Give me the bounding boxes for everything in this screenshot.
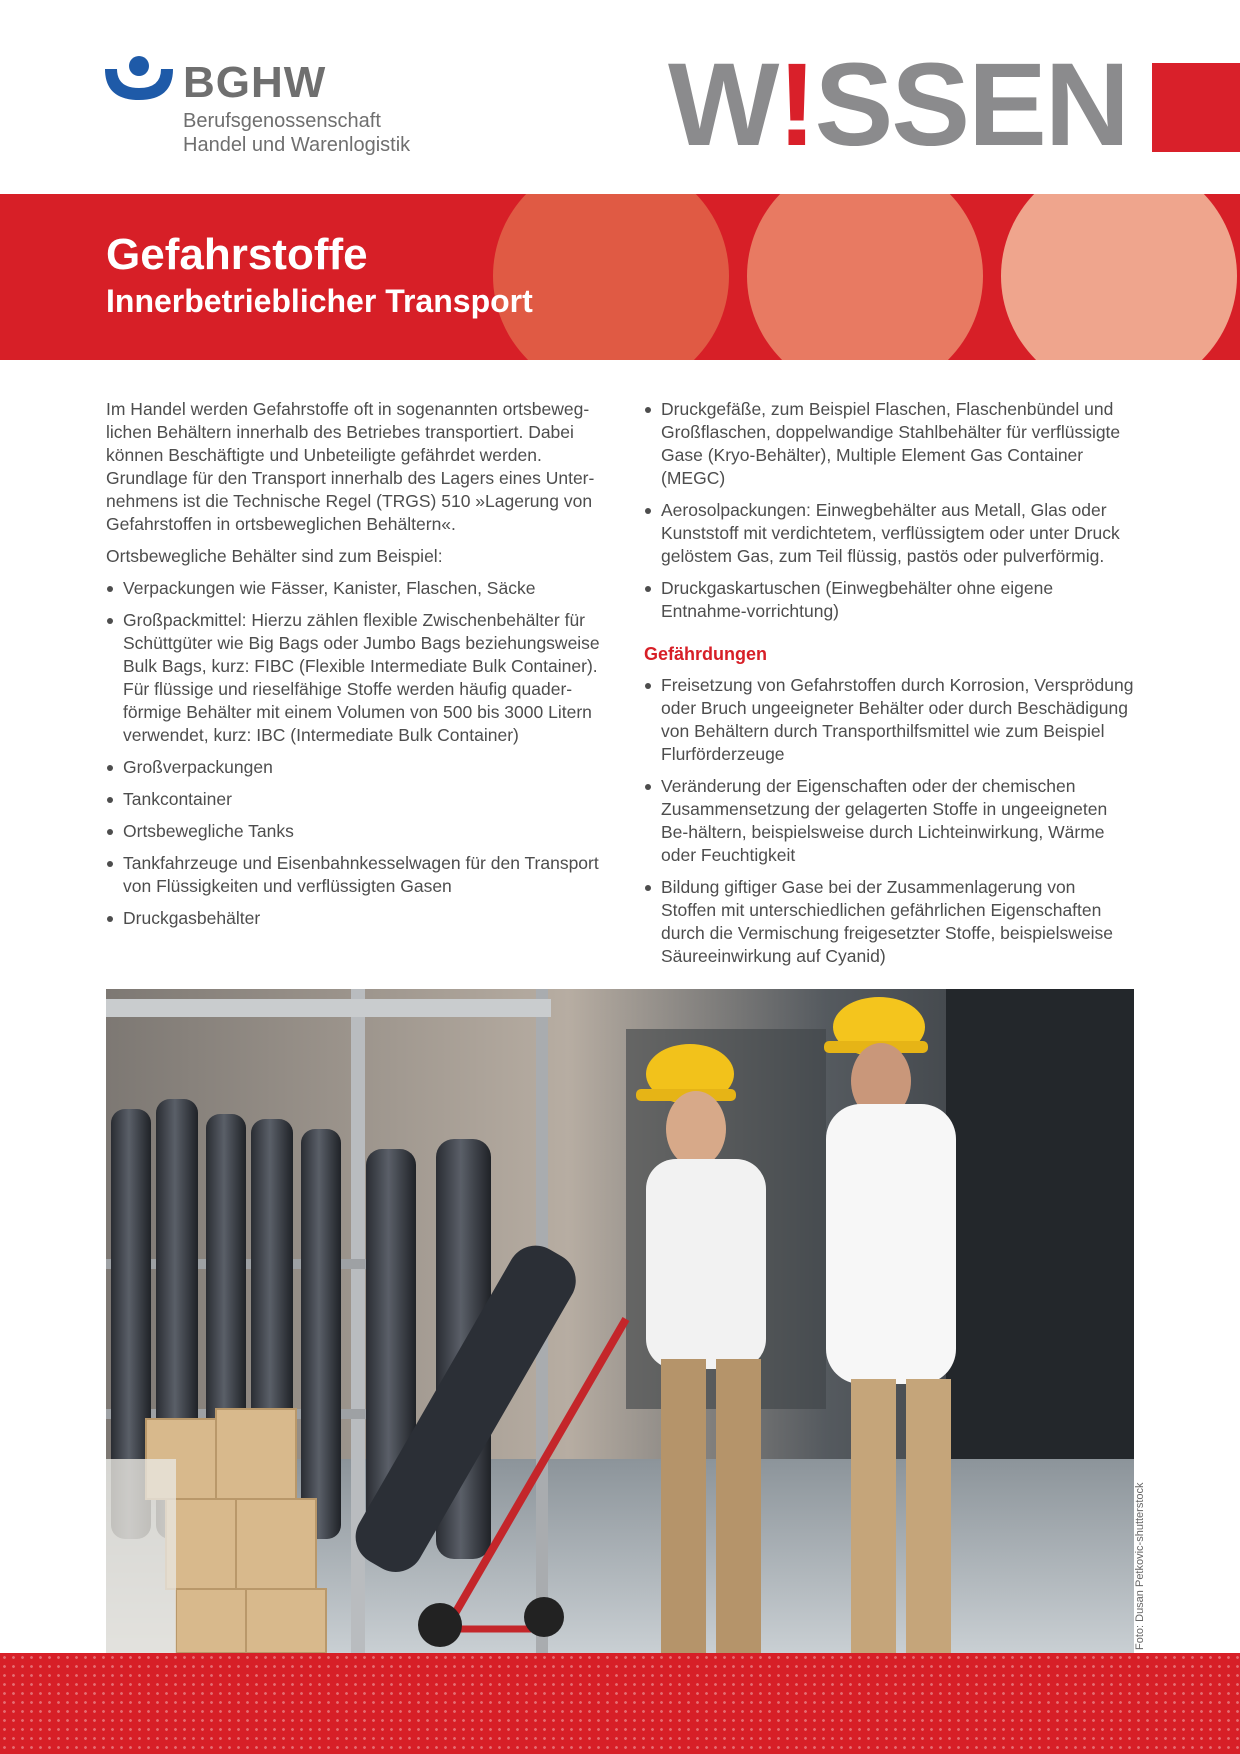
photo-credit: Foto: Dusan Petkovic-shutterstock	[1134, 1482, 1146, 1650]
list-item	[644, 398, 1134, 490]
warehouse-photo	[106, 989, 1134, 1653]
pressure-container-list	[644, 398, 1134, 623]
bullet-icon	[645, 885, 651, 891]
list-item-text: Ortsbewegliche Tanks	[123, 821, 294, 841]
page-subtitle: Innerbetrieblicher Transport	[106, 283, 533, 319]
intro-paragraph: Im Handel werden Gefahrstoffe oft in sogenannten ortsbeweg-lichen Behältern innerhalb des Betriebes transportiert. Dabei können Beschäftigte und Unbeteiligte gefährdet werden. Grundlage für den Transport innerhalb des Lagers eines Unter-nehmens ist die Technische Regel (TRGS) 510 »Lagerung von Gefahrstoffen in ortsbeweglichen Behältern«.	[106, 399, 595, 534]
list-item-text: Großverpackungen	[123, 757, 273, 777]
bullet-icon	[107, 916, 113, 922]
list-item-text: Bildung giftiger Gase bei der Zusammenlagerung von Stoffen mit unterschiedlichen gefährlichen Eigenschaften durch die Vermischung freigesetzter Stoffe, beispielsweise Säureeinwirkung auf Cyanid)	[661, 877, 1114, 966]
wissen-part-2: SSEN	[814, 39, 1129, 171]
list-item	[106, 577, 600, 600]
list-item-text: Druckgaskartuschen (Einwegbehälter ohne eigene Entnahme-vorrichtung)	[661, 578, 1054, 621]
list-item	[106, 609, 600, 747]
list-item	[644, 775, 1134, 867]
list-item	[106, 756, 600, 779]
bullet-icon	[107, 586, 113, 592]
banner-circle-1	[493, 194, 729, 360]
banner-circle-2	[747, 194, 983, 360]
footer-band	[0, 1653, 1240, 1754]
list-item-text: Tankfahrzeuge und Eisenbahnkesselwagen für den Transport von Flüssigkeiten und verflüssigten Gasen	[123, 853, 599, 896]
bullet-icon	[645, 508, 651, 514]
list-item	[106, 788, 600, 811]
hazards-heading: Gefährdungen	[644, 644, 768, 664]
list-item	[644, 674, 1134, 766]
left-column	[106, 398, 600, 939]
list-item-text: Aerosolpackungen: Einwegbehälter aus Metall, Glas oder Kunststoff mit verdichtetem, verflüssigtem oder unter Druck gelöstem Gas, zum Teil flüssig, pastös oder pulverförmig.	[661, 500, 1120, 566]
bullet-icon	[645, 683, 651, 689]
warehouse-scene-illustration	[106, 989, 1134, 1653]
bullet-icon	[645, 784, 651, 790]
bghw-logo	[105, 55, 425, 165]
bullet-icon	[107, 618, 113, 624]
list-item-text: Druckgasbehälter	[123, 908, 261, 928]
list-item	[106, 852, 600, 898]
list-item	[106, 820, 600, 843]
logo-abbreviation: BGHW	[183, 58, 327, 107]
hazards-list	[644, 674, 1134, 968]
logo-name-line-1: Berufsgenossenschaft	[183, 110, 381, 132]
title-banner	[0, 194, 1240, 360]
list-item	[644, 499, 1134, 568]
right-column	[644, 398, 1134, 977]
list-item	[644, 577, 1134, 623]
bullet-icon	[107, 765, 113, 771]
bghw-logo-icon	[105, 55, 173, 110]
list-item	[106, 907, 600, 930]
list-item-text: Tankcontainer	[123, 789, 232, 809]
list-item-text: Veränderung der Eigenschaften oder der chemischen Zusammensetzung der gelagerten Stoffe in ungeeigneten Be-hältern, beispielsweise durch Lichteinwirkung, Wärme oder Feuchtigkeit	[661, 776, 1108, 865]
logo-name-line-2: Handel und Warenlogistik	[183, 134, 411, 156]
bullet-icon	[645, 407, 651, 413]
wissen-part-1: W	[668, 39, 778, 171]
list-item	[644, 876, 1134, 968]
bullet-icon	[107, 829, 113, 835]
bullet-icon	[107, 861, 113, 867]
list-item-text: Großpackmittel: Hierzu zählen flexible Zwischenbehälter für Schüttgüter wie Big Bags oder Jumbo Bags beziehungsweise Bulk Bags, kurz: FIBC (Flexible Intermediate Bulk Container). Für flüssige und rieselfähige Stoffe werden häufig quader-förmige Behälter mit einem Volumen von 500 bis 3000 Litern verwendet, kurz: IBC (Intermediate Bulk Container)	[123, 610, 600, 745]
wissen-red-square	[1152, 63, 1240, 152]
container-list	[106, 577, 600, 930]
list-item-text: Druckgefäße, zum Beispiel Flaschen, Flaschenbündel und Großflaschen, doppelwandige Stahlbehälter für verflüssigte Gase (Kryo-Behälter), Multiple Element Gas Container (MEGC)	[661, 399, 1121, 488]
container-list-intro: Ortsbewegliche Behälter sind zum Beispiel:	[106, 546, 443, 566]
wissen-wordmark	[668, 39, 1129, 171]
banner-circle-3	[1001, 194, 1237, 360]
page-title: Gefahrstoffe	[106, 230, 368, 279]
wissen-exclamation: !	[777, 39, 815, 171]
list-item-text: Freisetzung von Gefahrstoffen durch Korrosion, Versprödung oder Bruch ungeeigneter Behälter oder durch Beschädigung von Behältern durch Transporthilfsmittel wie zum Beispiel Flurförderzeuge	[661, 675, 1134, 764]
bullet-icon	[645, 586, 651, 592]
bullet-icon	[107, 797, 113, 803]
list-item-text: Verpackungen wie Fässer, Kanister, Flaschen, Säcke	[123, 578, 536, 598]
